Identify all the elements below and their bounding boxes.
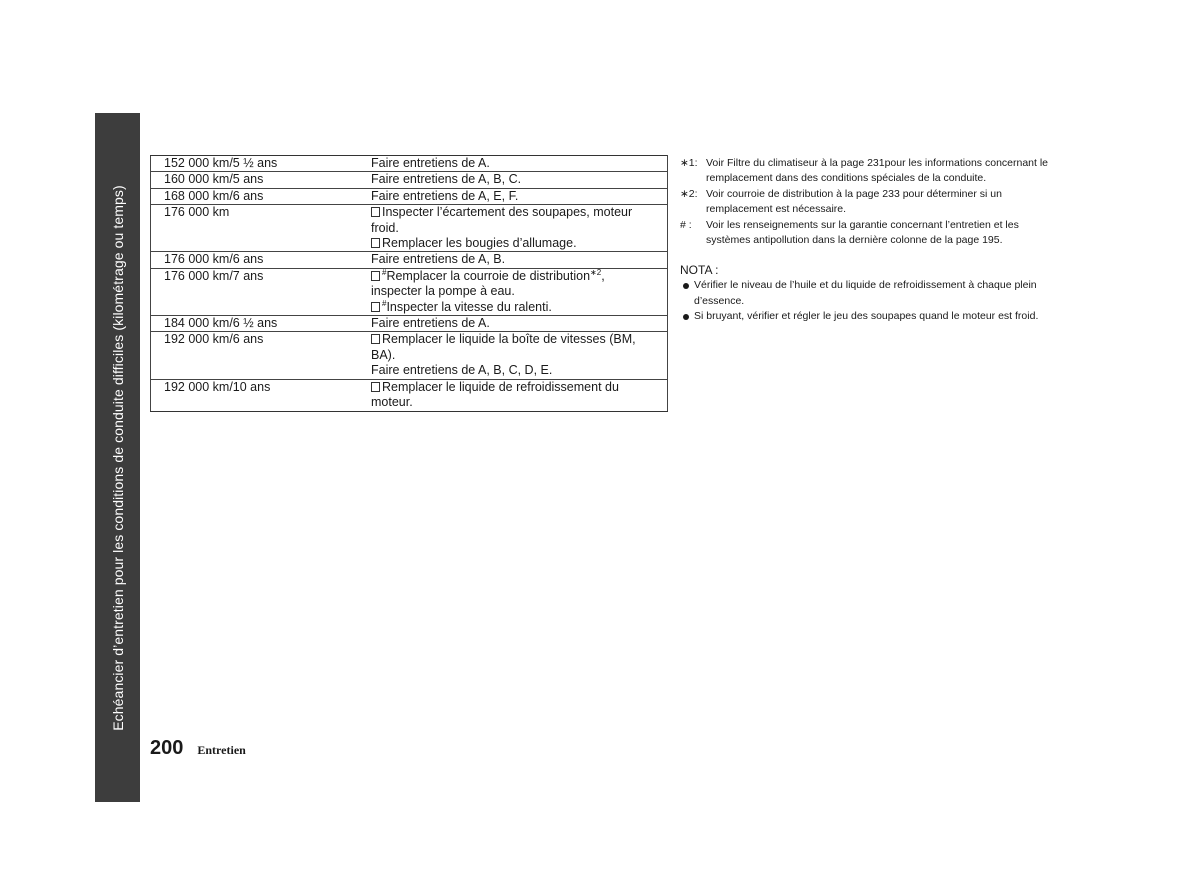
- checkbox-icon: [371, 271, 380, 281]
- service-line: [371, 363, 661, 378]
- service-text: Inspecter l’écartement des soupapes, moteur froid.: [371, 205, 633, 235]
- footnote-text: Voir les renseignements sur la garantie concernant l’entretien et les systèmes antipollution dans la dernière colonne de la page 195.: [706, 218, 1019, 247]
- footnote: [680, 187, 1060, 218]
- nota-title: NOTA :: [680, 263, 719, 278]
- nota-list: [680, 278, 1060, 324]
- warranty-mark: #: [382, 267, 387, 277]
- footnote-mark: ∗2:: [680, 187, 698, 200]
- service-line: [371, 269, 661, 284]
- checkbox-icon: [371, 334, 380, 344]
- service-text: Faire entretiens de A, B, C, D, E.: [371, 363, 553, 378]
- table-row: [151, 205, 668, 252]
- service-line: [371, 252, 661, 267]
- table-row: [151, 172, 668, 188]
- interval-cell: 160 000 km/5 ans: [151, 172, 371, 188]
- interval-cell: 176 000 km/6 ans: [151, 252, 371, 268]
- interval-cell: 152 000 km/5 ½ ans: [151, 156, 371, 172]
- maintenance-table-body: [151, 156, 668, 412]
- service-text: Inspecter la vitesse du ralenti.: [386, 299, 552, 314]
- nota-item: [680, 309, 1060, 324]
- service-text: Remplacer le liquide la boîte de vitesses (BM, BA).: [371, 332, 636, 362]
- service-text: Faire entretiens de A, B, C.: [371, 172, 522, 187]
- service-cell: [370, 379, 668, 411]
- service-cell: [370, 252, 668, 268]
- interval-cell: 168 000 km/6 ans: [151, 188, 371, 204]
- bullet-icon: [683, 283, 689, 289]
- service-text: Remplacer la courroie de distribution: [386, 268, 591, 283]
- nota-text: Si bruyant, vérifier et régler le jeu des soupapes quand le moteur est froid.: [694, 310, 1039, 323]
- service-cell: [370, 332, 668, 379]
- nota-item: [680, 278, 1060, 309]
- footnote-ref: ∗2: [590, 267, 602, 277]
- warranty-mark: #: [382, 298, 387, 308]
- footnotes: [680, 156, 1060, 248]
- service-line: [371, 300, 661, 315]
- service-text: Remplacer les bougies d’allumage.: [382, 236, 577, 251]
- service-line: [371, 284, 661, 299]
- table-row: [151, 379, 668, 411]
- service-line: [371, 380, 661, 411]
- service-cell: [370, 188, 668, 204]
- interval-cell: 192 000 km/6 ans: [151, 332, 371, 379]
- table-row: [151, 252, 668, 268]
- service-cell: [370, 268, 668, 315]
- page-footer: [150, 737, 246, 760]
- service-line: [371, 332, 661, 363]
- service-text: Faire entretiens de A, E, F.: [371, 188, 519, 203]
- side-tab-title: Echéancier d’entretien pour les conditions de conduite difficiles (kilométrage ou temps): [109, 184, 126, 731]
- interval-cell: 184 000 km/6 ½ ans: [151, 316, 371, 332]
- service-line: [371, 205, 661, 236]
- service-text: inspecter la pompe à eau.: [371, 284, 515, 299]
- footnote: [680, 218, 1060, 249]
- service-text: Faire entretiens de A.: [371, 316, 490, 331]
- checkbox-icon: [371, 382, 380, 392]
- table-row: [151, 156, 668, 172]
- service-text: Faire entretiens de A.: [371, 156, 490, 170]
- checkbox-icon: [371, 238, 380, 248]
- service-line: [371, 316, 661, 331]
- interval-cell: 192 000 km/10 ans: [151, 379, 371, 411]
- footnote-text: Voir courroie de distribution à la page 233 pour déterminer si un remplacement est nécessaire.: [706, 187, 1002, 216]
- service-tail: ,: [601, 268, 605, 283]
- service-cell: [370, 156, 668, 172]
- service-line: [371, 156, 661, 171]
- maintenance-table: [150, 155, 668, 412]
- bullet-icon: [683, 314, 689, 320]
- service-text: Faire entretiens de A, B.: [371, 252, 506, 267]
- checkbox-icon: [371, 207, 380, 217]
- footnote-text: Voir Filtre du climatiseur à la page 231pour les informations concernant le remplacement dans des conditions spéciales de la conduite.: [706, 157, 1049, 185]
- page-number: 200: [150, 737, 184, 759]
- interval-cell: 176 000 km/7 ans: [151, 268, 371, 315]
- footnote: [680, 156, 1060, 187]
- section-name: Entretien: [197, 743, 246, 757]
- table-row: [151, 316, 668, 332]
- footnote-mark: # :: [680, 218, 692, 231]
- service-cell: [370, 316, 668, 332]
- service-cell: [370, 172, 668, 188]
- service-line: [371, 172, 661, 187]
- side-tab: [95, 113, 140, 802]
- footnote-mark: ∗1:: [680, 157, 698, 169]
- table-row: [151, 268, 668, 315]
- service-cell: [370, 205, 668, 252]
- table-row: [151, 188, 668, 204]
- service-line: [371, 236, 661, 251]
- checkbox-icon: [371, 302, 380, 312]
- notes-column: [680, 156, 1060, 325]
- service-text: Remplacer le liquide de refroidissement du moteur.: [371, 379, 619, 410]
- nota-text: Vérifier le niveau de l’huile et du liquide de refroidissement à chaque plein d’essence.: [694, 279, 1037, 307]
- service-line: [371, 189, 661, 204]
- interval-cell: 176 000 km: [151, 205, 371, 252]
- table-row: [151, 332, 668, 379]
